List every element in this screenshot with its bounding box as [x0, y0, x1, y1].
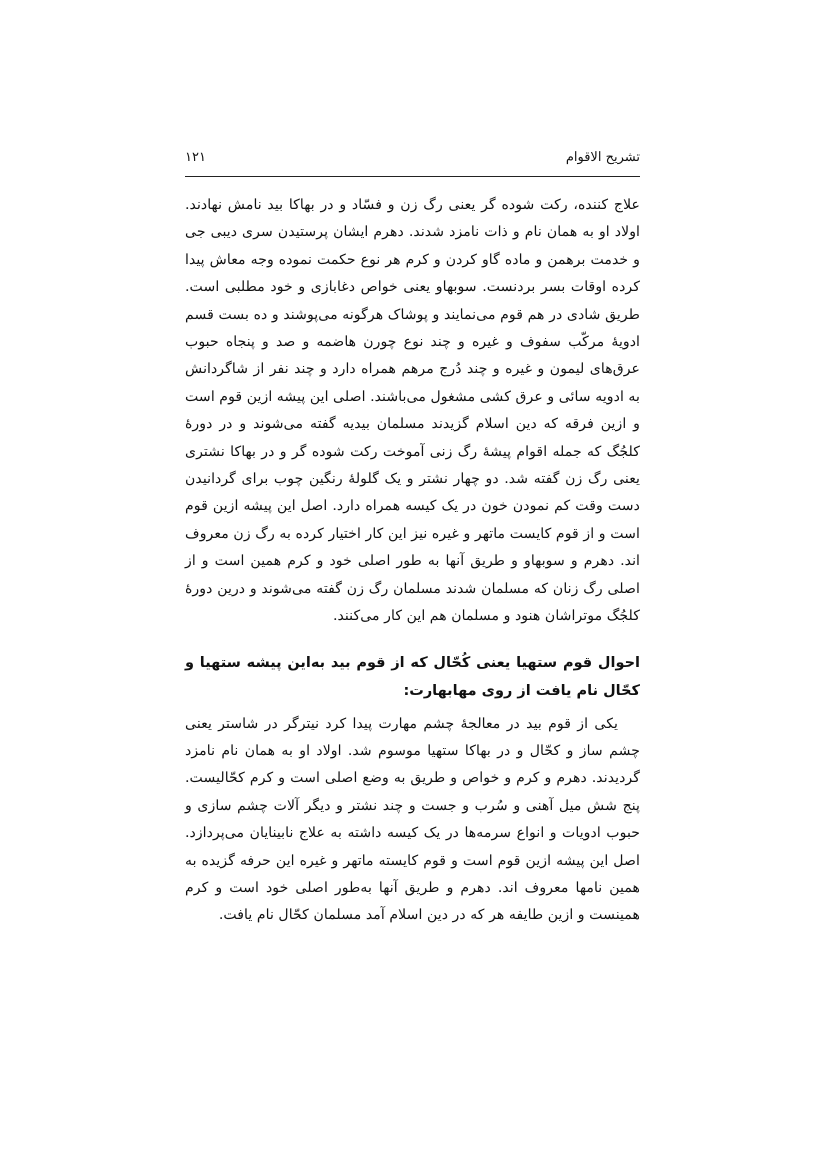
body-paragraph: علاج کننده، رکت شوده گر یعنی رگ زن و فسّاد و در بهاکا بید نامش نهادند. اولاد او به همان نام و ذات نامزد شدند. دهرم ایشان پرستیدن سری دیبی جی و خدمت برهمن و ماده گاو کردن و کرم هر نوع حکمت نموده وجه معاش پیدا کرده اوقات بسر بردنست. سوبهاو یعنی خواص دغابازی و خود مطلبی است. طریق شادی در هم قوم می‌نمایند و پوشاک هرگونه می‌پوشند و ده بست قسم ادویهٔ مرکّب سفوف و غیره و چند نوع چورن هاضمه و صد و پنجاه حبوب عرق‌های لیمون و غیره و چند دُرج مرهم همراه دارد و چند نفر از شاگردانش به ادویه سائی و عرق کشی مشغول می‌باشند. اصلی این پیشه ازین قوم است و ازین فرقه که دین اسلام گزیدند مسلمان بیدیه گفته می‌شوند و در دورهٔ کلجُگ که جمله اقوام پیشهٔ رگ زنی آموخت رکت شوده گر و در بهاکا نشتری یعنی رگ زن گفته شد. دو چهار نشتر و یک گلولهٔ رنگین چوب برای گردانیدن دست وقت کم نمودن خون در یک کیسه همراه دارد. اصل این پیشه ازین قوم است و از قوم کایست ماتهر و غیره نیز این کار اختیار کرده به رگ زن معروف اند. دهرم و سوبهاو و طریق آنها به طور اصلی خود و کرم همین است و از اصلی رگ زنان که مسلمان شدند مسلمان رگ زن گفته می‌شوند و درین دورهٔ کلجُگ موتراشان هنود و مسلمان هم این کار می‌کنند. [185, 197, 640, 625]
section-heading: احوال قوم ستهیا یعنی کُحّال که از قوم بید به‌این پیشه ستهیا و کحّال نام یافت از روی مهابهارت: [185, 654, 640, 699]
page-body [185, 192, 640, 930]
header-rule [185, 176, 640, 177]
running-header [185, 150, 640, 165]
section-paragraph: یکی از قوم بید در معالجهٔ چشم مهارت پیدا کرد نیترگر در شاستر یعنی چشم ساز و کحّال و در بهاکا ستهیا موسوم شد. اولاد او به همان نام نامزد گردیدند. دهرم و کرم و خواص و طریق به وضع اصلی است و کرم کحّالیست. پنج شش میل آهنی و سُرب و جست و چند نشتر و دیگر آلات چشم سازی و حبوب ادویات و انواع سرمه‌ها در یک کیسه داشته به علاج نابینایان می‌پردازد. اصل این پیشه ازین قوم است و قوم کایسته ماتهر و غیره این حرفه گزیده به همین نامها معروف اند. دهرم و طریق آنها به‌طور اصلی خود است و کرم همینست و ازین طایفه هر که در دین اسلام آمد مسلمان کحّال نام یافت. [185, 715, 640, 924]
page-number: ۱۲۱ [185, 150, 206, 165]
running-title: تشریح الاقوام [565, 150, 640, 165]
